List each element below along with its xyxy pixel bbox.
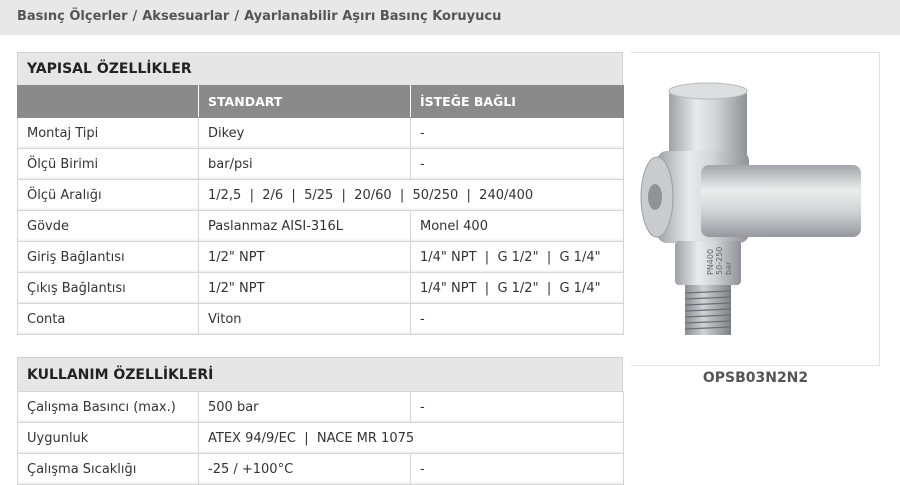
product-code: OPSB03N2N2: [702, 370, 809, 386]
optional-value: Monel 400: [411, 211, 624, 242]
pressure-protector-valve-image[interactable]: [631, 53, 878, 363]
breadcrumb-item[interactable]: Aksesuarlar: [142, 9, 230, 24]
breadcrumb-separator: /: [234, 9, 240, 24]
table-row: [18, 242, 624, 273]
optional-value: -: [411, 118, 624, 149]
row-label: Ölçü Birimi: [18, 149, 199, 180]
standard-value: 1/2" NPT: [199, 242, 411, 273]
section-title: KULLANIM ÖZELLİKLERİ: [17, 357, 623, 391]
table-row: [18, 118, 624, 149]
table-row: [18, 304, 624, 335]
product-image-frame: [631, 52, 880, 365]
optional-value: 1/4" NPT | G 1/2" | G 1/4": [411, 242, 624, 273]
table-header-row: [18, 86, 624, 118]
engraving-text: 50-250: [715, 246, 724, 275]
standard-value: Paslanmaz AISI-316L: [199, 211, 411, 242]
standard-value: -25 / +100°C: [199, 454, 411, 485]
usage-properties-table: [17, 391, 624, 485]
standard-value: bar/psi: [199, 149, 411, 180]
optional-value: -: [411, 454, 624, 485]
engraving-text: bar: [724, 261, 733, 275]
column-header-optional: İSTEĞE BAĞLI: [411, 86, 624, 118]
standard-value: ATEX 94/9/EC | NACE MR 1075: [199, 423, 624, 454]
column-header-standard: STANDART: [199, 86, 411, 118]
row-label: Ölçü Aralığı: [18, 180, 199, 211]
product-divider: [631, 365, 880, 366]
breadcrumb-separator: /: [132, 9, 138, 24]
table-row: [18, 149, 624, 180]
standard-value: Dikey: [199, 118, 411, 149]
optional-value: 1/4" NPT | G 1/2" | G 1/4": [411, 273, 624, 304]
row-label: Çalışma Sıcaklığı: [18, 454, 199, 485]
engraving-text: PN400: [706, 248, 715, 275]
optional-value: -: [411, 149, 624, 180]
breadcrumb-current: Ayarlanabilir Aşırı Basınç Koruyucu: [244, 9, 502, 24]
row-label: Gövde: [18, 211, 199, 242]
structural-properties-table: [17, 85, 624, 335]
breadcrumb-item[interactable]: Basınç Ölçerler: [17, 9, 128, 24]
standard-value: 1/2" NPT: [199, 273, 411, 304]
row-label: Uygunluk: [18, 423, 199, 454]
optional-value: -: [411, 304, 624, 335]
standard-value: 500 bar: [199, 392, 411, 423]
table-row: [18, 392, 624, 423]
row-label: Çalışma Basıncı (max.): [18, 392, 199, 423]
row-label: Montaj Tipi: [18, 118, 199, 149]
structural-properties-section: [17, 52, 623, 335]
row-label: Giriş Bağlantısı: [18, 242, 199, 273]
table-row: [18, 273, 624, 304]
table-row: [18, 454, 624, 485]
table-row: [18, 423, 624, 454]
column-header: [18, 86, 199, 118]
row-label: Çıkış Bağlantısı: [18, 273, 199, 304]
usage-properties-section: [17, 357, 623, 485]
standard-value: 1/2,5 | 2/6 | 5/25 | 20/60 | 50/250 | 240/400: [199, 180, 624, 211]
standard-value: Viton: [199, 304, 411, 335]
table-row: [18, 180, 624, 211]
breadcrumb: [0, 0, 900, 35]
optional-value: -: [411, 392, 624, 423]
section-title: YAPISAL ÖZELLİKLER: [17, 52, 623, 85]
table-row: [18, 211, 624, 242]
row-label: Conta: [18, 304, 199, 335]
